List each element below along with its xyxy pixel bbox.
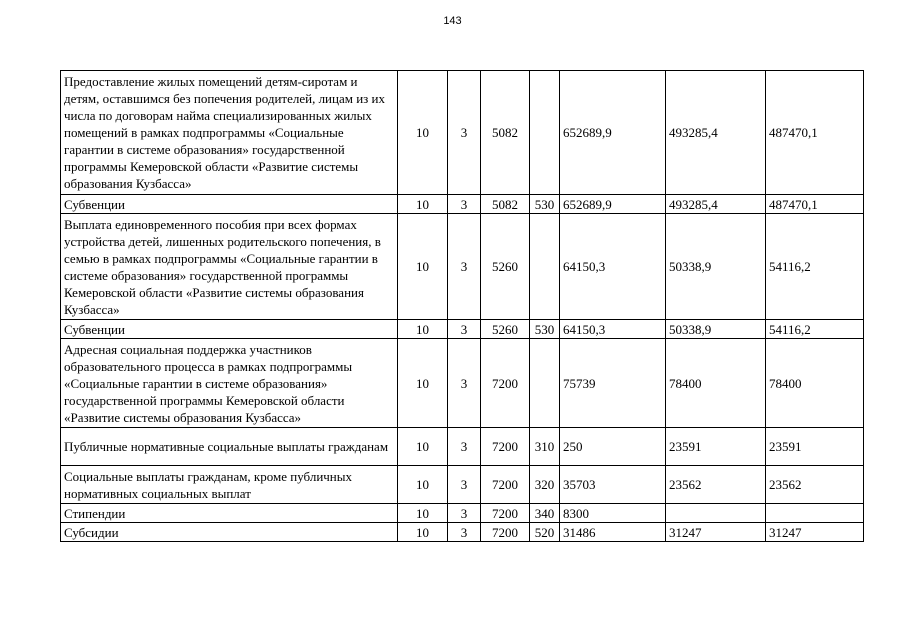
row-year3-amount: 54116,2 (766, 214, 864, 320)
row-year3-amount: 487470,1 (766, 71, 864, 195)
row-description: Предоставление жилых помещений детям-сиротам и детям, оставшимся без попечения родителей, лицам из их числа по договорам найма специализированных жилых помещений в рамках подпрограммы «Социальные гарантии в системе образования» государственной программы Кемеровской области «Развитие системы образования Кузбасса» (61, 71, 398, 195)
row-article: 7200 (481, 466, 530, 504)
row-year1-amount: 35703 (560, 466, 666, 504)
row-section: 10 (398, 214, 448, 320)
budget-table (60, 70, 864, 542)
table-row (61, 523, 864, 542)
row-subsection: 3 (448, 214, 481, 320)
row-year1-amount: 250 (560, 428, 666, 466)
row-year1-amount: 64150,3 (560, 214, 666, 320)
row-section: 10 (398, 504, 448, 523)
table-row (61, 320, 864, 339)
row-year1-amount: 8300 (560, 504, 666, 523)
table-row (61, 339, 864, 428)
row-year3-amount: 78400 (766, 339, 864, 428)
row-year1-amount: 75739 (560, 339, 666, 428)
row-section: 10 (398, 339, 448, 428)
row-year2-amount: 493285,4 (666, 71, 766, 195)
row-year2-amount: 31247 (666, 523, 766, 542)
row-section: 10 (398, 523, 448, 542)
row-expense-type: 530 (530, 320, 560, 339)
row-description: Субвенции (61, 195, 398, 214)
row-article: 7200 (481, 523, 530, 542)
table-row (61, 466, 864, 504)
row-article: 7200 (481, 339, 530, 428)
row-article: 5082 (481, 71, 530, 195)
table-row (61, 504, 864, 523)
row-description: Субсидии (61, 523, 398, 542)
row-expense-type (530, 214, 560, 320)
table-row (61, 428, 864, 466)
row-expense-type: 320 (530, 466, 560, 504)
row-description: Социальные выплаты гражданам, кроме публичных нормативных социальных выплат (61, 466, 398, 504)
row-year3-amount: 23562 (766, 466, 864, 504)
row-section: 10 (398, 195, 448, 214)
row-year2-amount (666, 504, 766, 523)
row-subsection: 3 (448, 71, 481, 195)
row-description: Публичные нормативные социальные выплаты гражданам (61, 428, 398, 466)
row-expense-type: 310 (530, 428, 560, 466)
table-row (61, 71, 864, 195)
row-year2-amount: 23591 (666, 428, 766, 466)
table-row (61, 195, 864, 214)
row-subsection: 3 (448, 504, 481, 523)
row-expense-type: 520 (530, 523, 560, 542)
row-article: 5260 (481, 320, 530, 339)
row-article: 5082 (481, 195, 530, 214)
row-year2-amount: 23562 (666, 466, 766, 504)
row-article: 7200 (481, 504, 530, 523)
row-year1-amount: 64150,3 (560, 320, 666, 339)
row-expense-type: 530 (530, 195, 560, 214)
row-subsection: 3 (448, 339, 481, 428)
row-year2-amount: 50338,9 (666, 214, 766, 320)
row-year3-amount: 54116,2 (766, 320, 864, 339)
row-description: Адресная социальная поддержка участников образовательного процесса в рамках подпрограммы «Социальные гарантии в системе образования» государственной программы Кемеровской области «Развитие системы образования Кузбасса» (61, 339, 398, 428)
row-subsection: 3 (448, 466, 481, 504)
row-year3-amount: 23591 (766, 428, 864, 466)
row-section: 10 (398, 466, 448, 504)
row-expense-type (530, 339, 560, 428)
row-section: 10 (398, 71, 448, 195)
row-year2-amount: 493285,4 (666, 195, 766, 214)
row-subsection: 3 (448, 320, 481, 339)
row-year1-amount: 31486 (560, 523, 666, 542)
row-subsection: 3 (448, 428, 481, 466)
row-year1-amount: 652689,9 (560, 195, 666, 214)
row-section: 10 (398, 320, 448, 339)
row-year2-amount: 78400 (666, 339, 766, 428)
row-section: 10 (398, 428, 448, 466)
page-number: 143 (443, 15, 462, 27)
table-row (61, 214, 864, 320)
row-article: 5260 (481, 214, 530, 320)
row-description: Стипендии (61, 504, 398, 523)
row-year2-amount: 50338,9 (666, 320, 766, 339)
row-year3-amount: 31247 (766, 523, 864, 542)
row-article: 7200 (481, 428, 530, 466)
row-year1-amount: 652689,9 (560, 71, 666, 195)
row-year3-amount (766, 504, 864, 523)
row-subsection: 3 (448, 195, 481, 214)
row-year3-amount: 487470,1 (766, 195, 864, 214)
row-description: Субвенции (61, 320, 398, 339)
row-subsection: 3 (448, 523, 481, 542)
row-expense-type: 340 (530, 504, 560, 523)
row-expense-type (530, 71, 560, 195)
row-description: Выплата единовременного пособия при всех формах устройства детей, лишенных родительского попечения, в семью в рамках подпрограммы «Социальные гарантии в системе образования» государственной программы Кемеровской области «Развитие системы образования Кузбасса» (61, 214, 398, 320)
